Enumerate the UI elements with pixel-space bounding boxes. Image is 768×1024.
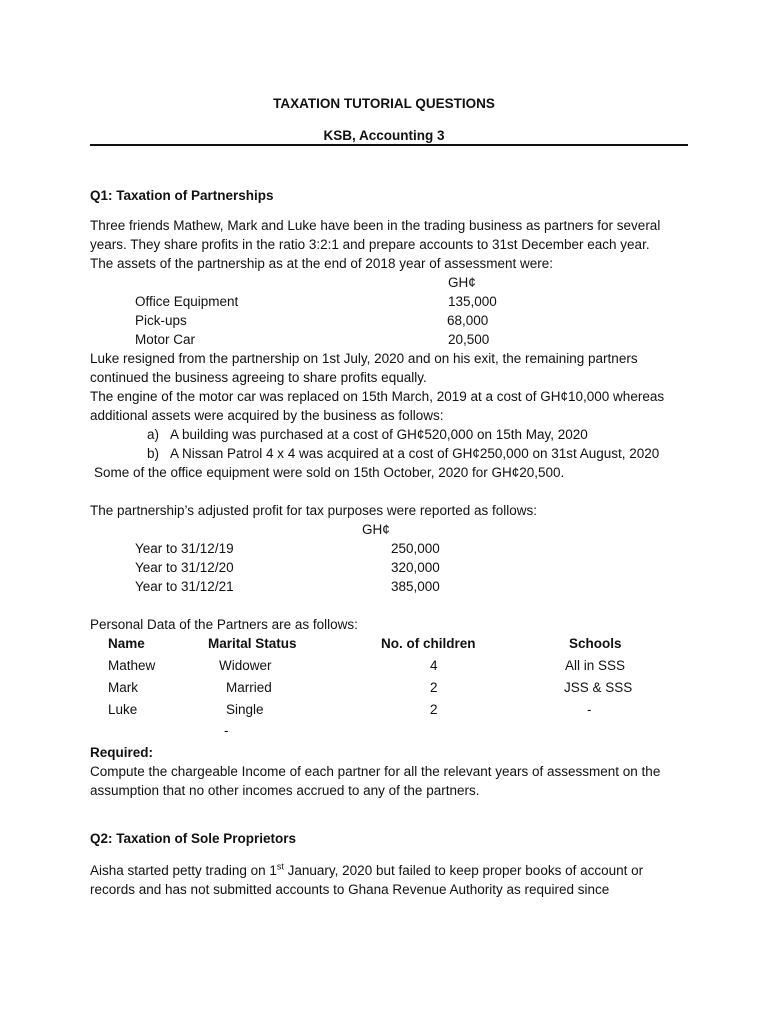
partner-name: Mark [108,680,138,695]
profit-year: Year to 31/12/21 [135,579,234,594]
partner-children: 4 [430,658,438,673]
document-subtitle: KSB, Accounting 3 [323,128,445,143]
acquisition-marker: a) [147,427,160,442]
profit-year: Year to 31/12/19 [135,541,234,556]
q1-intro-line-3: The assets of the partnership as at the end of 2018 year of assessment were: [90,256,554,271]
partner-children: 2 [430,680,438,695]
profit-value: 320,000 [391,560,440,575]
profit-intro: The partnership’s adjusted profit for tax purposes were reported as follows: [90,503,537,518]
asset-name: Motor Car [135,332,196,347]
partner-children: 2 [430,702,438,717]
q1-body-line-3: The engine of the motor car was replaced on 15th March, 2019 at a cost of GH¢10,000 whereas [90,389,665,404]
q2-heading: Q2: Taxation of Sole Proprietors [90,831,297,846]
asset-value: 20,500 [448,332,490,347]
required-line-1: Compute the chargeable Income of each partner for all the relevant years of assessment on the [90,764,661,779]
asset-name: Pick-ups [135,313,187,328]
q1-body-line-2: continued the business agreeing to share profits equally. [90,370,427,385]
stray-dash: - [224,723,229,738]
profit-value: 250,000 [391,541,440,556]
ordinal-suffix: st [276,861,284,872]
table-header-children: No. of children [381,636,476,651]
assets-currency-header: GH¢ [448,275,476,290]
q2-line-1 [90,861,680,880]
profit-currency-header: GH¢ [362,522,390,537]
partner-schools: JSS & SSS [564,680,633,695]
profit-value: 385,000 [391,579,440,594]
q2-line-1-rest: January, 2020 but failed to keep proper books of account or [283,863,644,878]
asset-value: 68,000 [447,313,489,328]
q1-body-line-4: additional assets were acquired by the business as follows: [90,408,444,423]
partner-name: Mathew [108,658,156,673]
q1-intro-line-1: Three friends Mathew, Mark and Luke have been in the trading business as partners for several [90,218,661,233]
profit-year: Year to 31/12/20 [135,560,234,575]
q2-line-1-text: Aisha started petty trading on 1 [90,863,277,878]
partner-schools: All in SSS [565,658,626,673]
acquisition-marker: b) [147,446,160,461]
partner-marital-status: Widower [219,658,272,673]
acquisition-text: A building was purchased at a cost of GH¢520,000 on 15th May, 2020 [170,427,588,442]
partner-schools: - [587,702,592,717]
q1-body-line-1: Luke resigned from the partnership on 1st July, 2020 and on his exit, the remaining partners [90,351,638,366]
table-header-marital-status: Marital Status [208,636,297,651]
partner-marital-status: Single [226,702,264,717]
asset-value: 135,000 [448,294,497,309]
acquisition-text: A Nissan Patrol 4 x 4 was acquired at a cost of GH¢250,000 on 31st August, 2020 [170,446,660,461]
personal-intro: Personal Data of the Partners are as follows: [90,617,358,632]
table-header-schools: Schools [569,636,622,651]
required-line-2: assumption that no other incomes accrued to any of the partners. [90,783,480,798]
document-title: TAXATION TUTORIAL QUESTIONS [273,96,495,111]
asset-name: Office Equipment [135,294,239,309]
header-divider [90,144,688,146]
table-header-name: Name [108,636,145,651]
sale-note: Some of the office equipment were sold on 15th October, 2020 for GH¢20,500. [94,465,565,480]
partner-marital-status: Married [226,680,272,695]
q2-line-2: records and has not submitted accounts to Ghana Revenue Authority as required since [90,882,610,897]
q1-heading: Q1: Taxation of Partnerships [90,188,274,203]
q1-intro-line-2: years. They share profits in the ratio 3:2:1 and prepare accounts to 31st December each year. [90,237,650,252]
required-label: Required: [90,745,154,760]
partner-name: Luke [108,702,138,717]
